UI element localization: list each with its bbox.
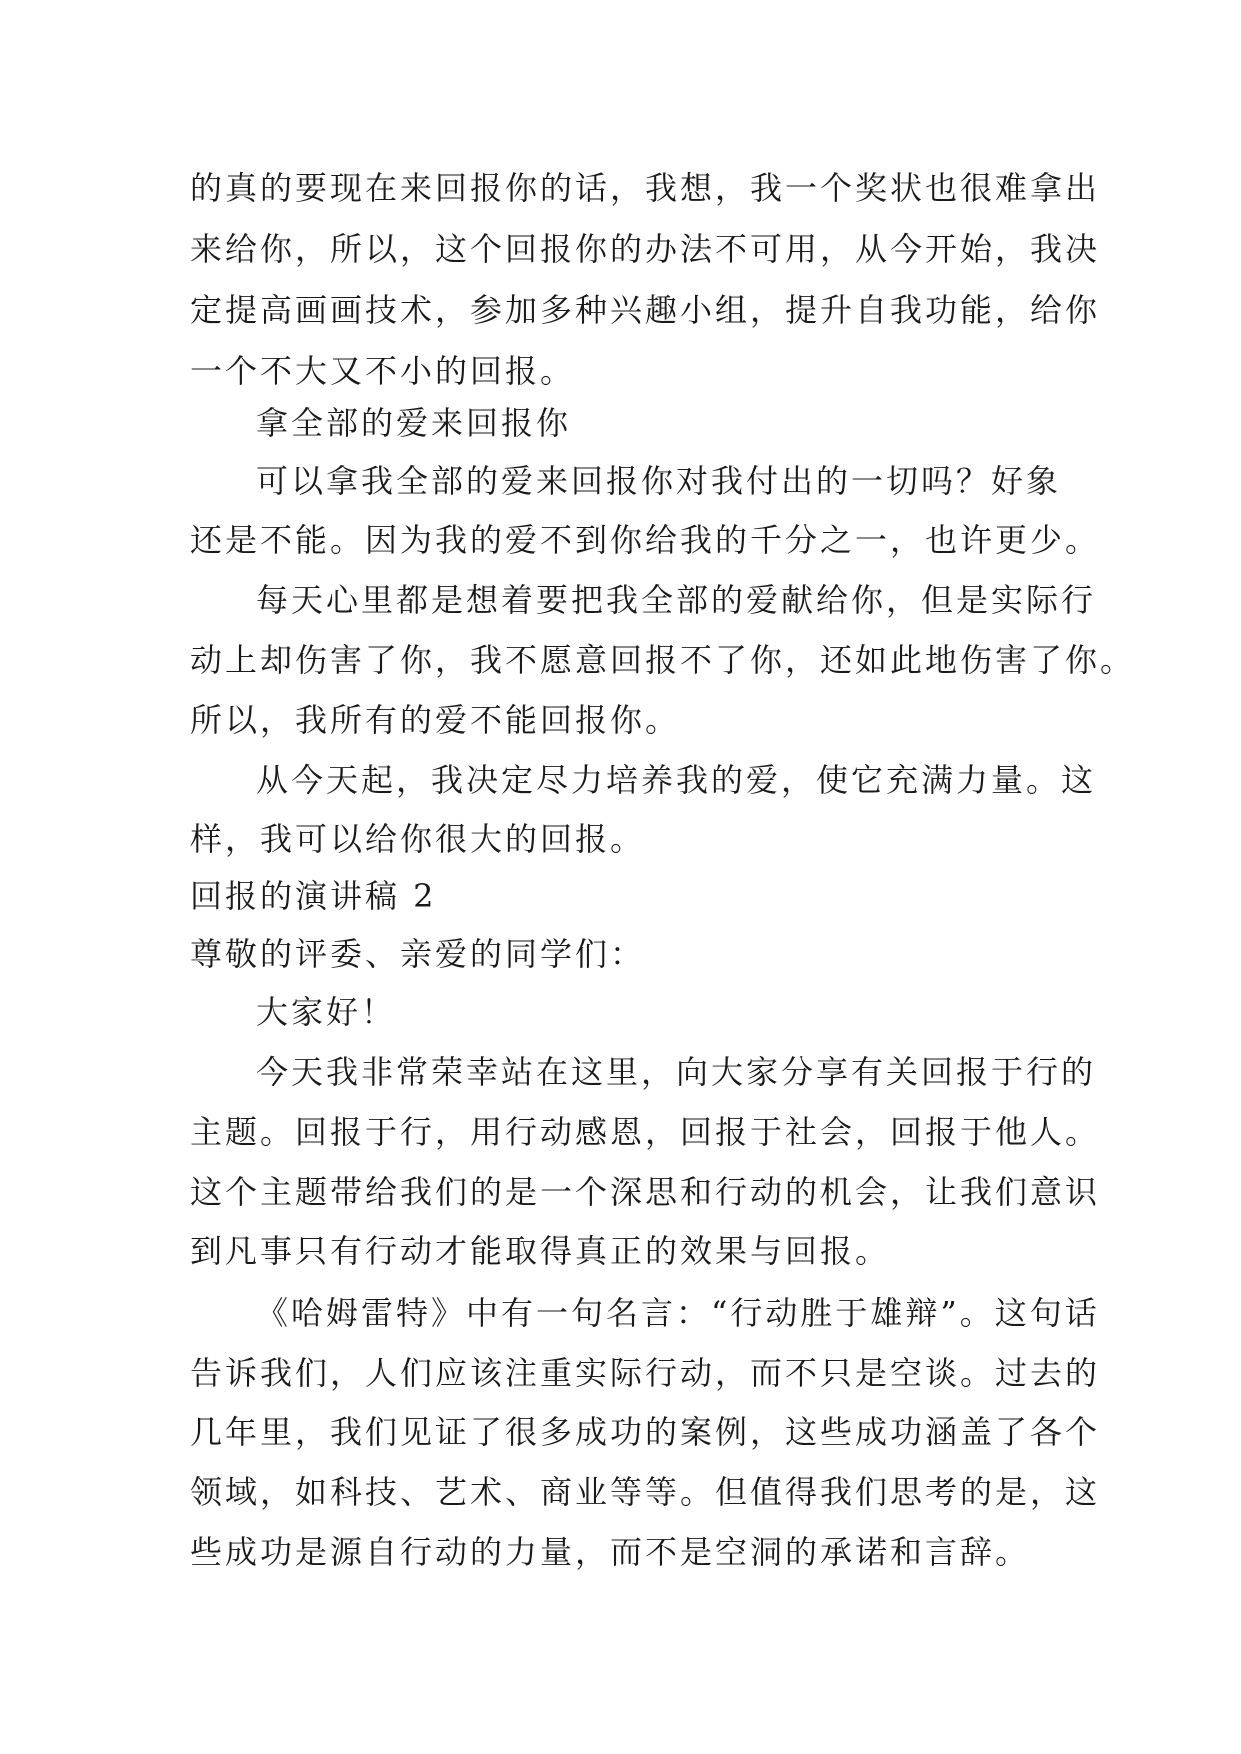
text-line: 主题。回报于行，用行动感恩，回报于社会，回报于他人。 bbox=[190, 1113, 1101, 1151]
text-line: 几年里，我们见证了很多成功的案例，这些成功涵盖了各个 bbox=[190, 1413, 1101, 1451]
text-line: 些成功是源自行动的力量，而不是空洞的承诺和言辞。 bbox=[190, 1533, 1031, 1571]
salutation: 尊敬的评委、亲爱的同学们： bbox=[190, 935, 646, 973]
text-line: 还是不能。因为我的爱不到你给我的千分之一，也许更少。 bbox=[190, 521, 1101, 559]
document-title: 回报的演讲稿 2 bbox=[190, 877, 437, 915]
greeting: 大家好！ bbox=[256, 993, 397, 1031]
text-line: 定提高画画技术，参加多种兴趣小组，提升自我功能，给你 bbox=[190, 291, 1101, 329]
text-line: 可以拿我全部的爱来回报你对我付出的一切吗？好象 bbox=[256, 462, 1062, 500]
text-line: 今天我非常荣幸站在这里，向大家分享有关回报于行的 bbox=[256, 1053, 1097, 1091]
text-line: 领域，如科技、艺术、商业等等。但值得我们思考的是，这 bbox=[190, 1473, 1101, 1511]
text-line: 所以，我所有的爱不能回报你。 bbox=[190, 701, 681, 739]
text-line: 每天心里都是想着要把我全部的爱献给你，但是实际行 bbox=[256, 581, 1097, 619]
text-line: 这个主题带给我们的是一个深思和行动的机会，让我们意识 bbox=[190, 1173, 1101, 1211]
text-line: 到凡事只有行动才能取得真正的效果与回报。 bbox=[190, 1232, 891, 1270]
text-line: 《哈姆雷特》中有一句名言：“行动胜于雄辩”。这句话 bbox=[256, 1294, 1100, 1332]
text-line: 动上却伤害了你，我不愿意回报不了你，还如此地伤害了你。 bbox=[190, 641, 1136, 679]
section-heading: 拿全部的爱来回报你 bbox=[256, 404, 572, 442]
text-line: 来给你，所以，这个回报你的办法不可用，从今开始，我决 bbox=[190, 230, 1101, 268]
text-line: 的真的要现在来回报你的话，我想，我一个奖状也很难拿出 bbox=[190, 169, 1101, 207]
text-line: 告诉我们，人们应该注重实际行动，而不只是空谈。过去的 bbox=[190, 1354, 1101, 1392]
text-line: 样，我可以给你很大的回报。 bbox=[190, 820, 646, 858]
text-line: 一个不大又不小的回报。 bbox=[190, 352, 576, 390]
text-line: 从今天起，我决定尽力培养我的爱，使它充满力量。这 bbox=[256, 761, 1097, 799]
